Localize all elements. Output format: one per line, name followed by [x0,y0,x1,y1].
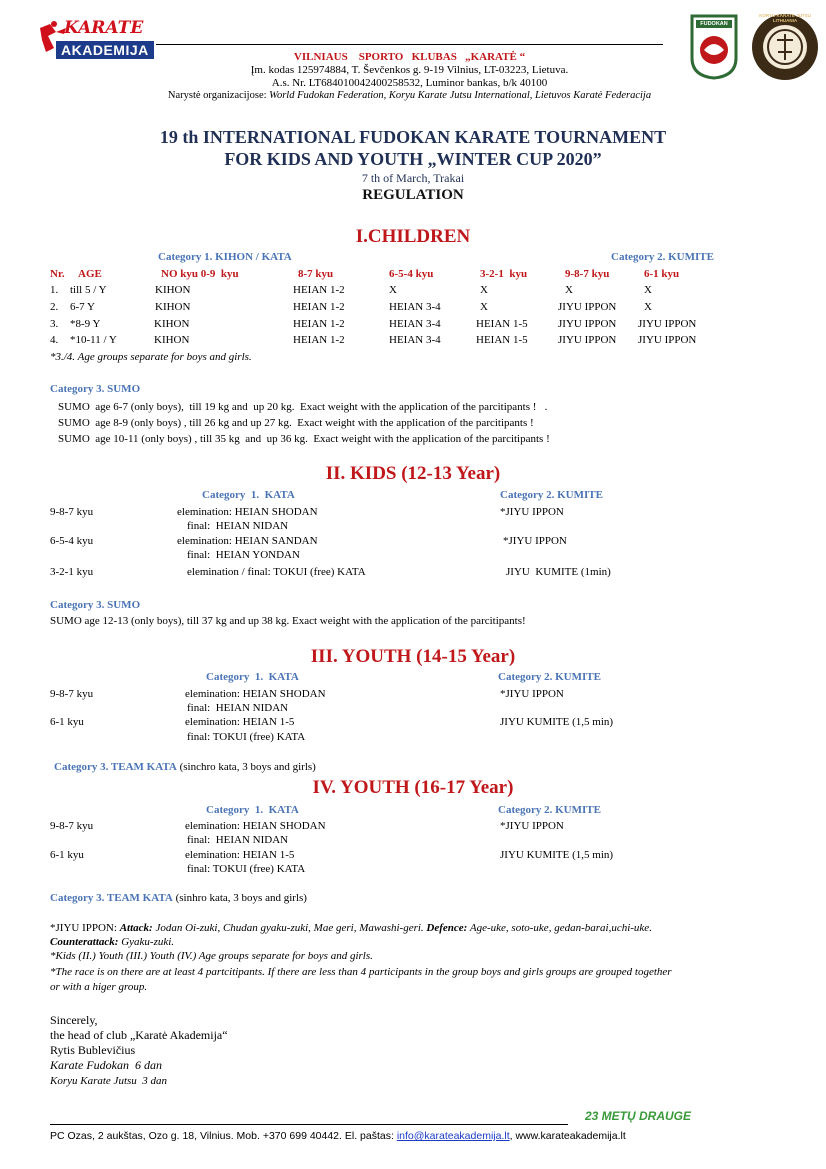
header-line3: A.s. Nr. LT684010042400258532, Luminor bankas, b/k 40100 [271,77,548,89]
footer-contact [50,1130,626,1142]
youth1-cat1: Category 1. KATA [206,671,299,683]
kids-heading: II. KIDS (12-13 Year) [325,463,501,484]
notes-jiyu [50,922,652,934]
row-nokyu: KIHON [154,318,190,330]
youth2-cat1: Category 1. KATA [206,804,299,816]
children-sumo-cat: Category 3. SUMO [50,383,141,395]
children-col-321: 3-2-1 kyu [480,268,528,280]
row-nr: 2. [50,301,59,313]
notes-counter [50,936,174,948]
youth1-row-kumite: *JIYU IPPON [500,688,564,700]
fudokan-badge-text: FUDOKAN [700,21,728,27]
jiyu-label: *JIYU IPPON: [50,922,120,934]
row-987: JIYU IPPON [558,301,617,313]
row-nokyu: KIHON [154,334,190,346]
defence-text: Age-uke, soto-uke, gedan-barai,uchi-uke. [467,922,652,934]
row-654: HEIAN 3-4 [389,301,441,313]
kids-row-kyu: 9-8-7 kyu [50,506,94,518]
children-col-87: 8-7 kyu [298,268,334,280]
header-rule [156,44,663,45]
kids-row-kyu: 6-5-4 kyu [50,535,94,547]
row-321: X [480,301,488,313]
signature-3: Rytis Bublevičius [50,1043,136,1057]
title-regulation: REGULATION [362,187,464,203]
youth2-team-cat: Category 3. TEAM KATA [50,892,173,904]
kids-row-kyu: 3-2-1 kyu [50,566,94,578]
children-sumo-1: SUMO age 6-7 (only boys), till 19 kg and up 20 kg. Exact weight with the application of the parcitipants ! . [58,401,548,413]
membership-label: Narystė organizacijose: [167,90,270,101]
youth2-row-kata2: final: HEIAN NIDAN [187,834,289,846]
youth2-team [50,892,307,904]
defence-label: Defence: [426,922,468,934]
row-age: *10-11 / Y [70,334,117,346]
row-87: HEIAN 1-2 [293,318,345,330]
youth1-row-kyu: 9-8-7 kyu [50,688,94,700]
counter-text: Gyaku-zuki. [118,936,175,948]
counter-label: Counterattack: [50,936,119,948]
children-sumo-2: SUMO age 8-9 (only boys) , till 26 kg and up 27 kg. Exact weight with the application of the parcitipants ! [58,417,534,429]
row-nr: 1. [50,284,59,296]
signature-4: Karate Fudokan 6 dan [50,1058,162,1072]
row-321: HEIAN 1-5 [476,334,528,346]
header-line2: Įm. kodas 125974884, T. Ševčenkos g. 9-19 Vilnius, LT-03223, Lietuva. [250,64,569,76]
children-cat1: Category 1. KIHON / KATA [158,251,292,263]
footer-address: PC Ozas, 2 aukštas, Ozo g. 18, Vilnius. Mob. +370 699 40442. El. paštas: [50,1130,397,1142]
row-654: HEIAN 3-4 [389,318,441,330]
children-col-nokyu: NO kyu 0-9 kyu [161,268,239,280]
kids-row-kata1: elemination: HEIAN SANDAN [177,535,318,547]
club-logo [34,18,152,62]
notes-race-1: *The race is on there are at least 4 partcitipants. If there are less than 4 participants in the group boys and girls groups are grouped together [50,966,672,978]
row-nr: 4. [50,334,59,346]
youth2-row-kyu: 6-1 kyu [50,849,84,861]
youth2-row-kyu: 9-8-7 kyu [50,820,94,832]
title-date: 7 th of March, Trakai [361,171,465,185]
row-654: HEIAN 3-4 [389,334,441,346]
youth2-row-kata1: elemination: HEIAN 1-5 [185,849,295,861]
fudokan-badge [690,14,738,80]
youth2-row-kumite: JIYU KUMITE (1,5 min) [500,849,614,861]
row-age: till 5 / Y [70,284,107,296]
youth1-row-kyu: 6-1 kyu [50,716,84,728]
youth1-row-kata1: elemination: HEIAN SHODAN [185,688,326,700]
row-987: JIYU IPPON [558,334,617,346]
row-age: 6-7 Y [70,301,95,313]
kids-sumo-cat: Category 3. SUMO [50,599,141,611]
children-note: *3./4. Age groups separate for boys and girls. [50,351,252,363]
attack-text: Jodan Oi-zuki, Chudan gyaku-zuki, Mae geri, Mawashi-geri. [152,922,427,934]
youth1-row-kumite: JIYU KUMITE (1,5 min) [500,716,614,728]
row-87: HEIAN 1-2 [293,301,345,313]
kids-sumo: SUMO age 12-13 (only boys), till 37 kg and up 38 kg. Exact weight with the application of the parcitipants! [50,615,526,627]
youth1-row-kata2: final: TOKUI (free) KATA [187,731,306,743]
row-987: X [565,284,573,296]
youth1-heading: III. YOUTH (14-15 Year) [310,646,516,667]
row-87: HEIAN 1-2 [293,284,345,296]
kids-row-kumite: *JIYU IPPON [500,506,564,518]
children-col-nr: Nr. [50,268,65,280]
row-61: X [644,301,652,313]
youth2-cat2: Category 2. KUMITE [498,804,601,816]
children-col-654: 6-5-4 kyu [389,268,434,280]
youth1-team-note: (sinchro kata, 3 boys and girls) [176,761,316,773]
youth2-heading: IV. YOUTH (16-17 Year) [312,777,514,798]
row-61: JIYU IPPON [638,318,697,330]
row-nokyu: KIHON [155,301,191,313]
notes-kids: *Kids (II.) Youth (III.) Youth (IV.) Age groups separate for boys and girls. [50,950,373,962]
youth2-row-kata2: final: TOKUI (free) KATA [187,863,306,875]
signature-5: Koryu Karate Jutsu 3 dan [50,1075,168,1087]
row-61: X [644,284,652,296]
footer-slogan: 23 METŲ DRAUGE [585,1109,692,1123]
row-87: HEIAN 1-2 [293,334,345,346]
kids-row-kata2: final: HEIAN YONDAN [187,549,300,561]
children-col-987: 9-8-7 kyu [565,268,610,280]
youth1-row-kata2: final: HEIAN NIDAN [187,702,289,714]
children-heading: I.CHILDREN [355,226,471,247]
children-sumo-3: SUMO age 10-11 (only boys) , till 35 kg and up 36 kg. Exact weight with the application of the parcitipants ! [58,433,550,445]
children-col-61: 6-1 kyu [644,268,680,280]
row-age: *8-9 Y [70,318,101,330]
koryu-badge [751,12,819,82]
membership-orgs: World Fudokan Federation, Koryu Karate Jutsu International, Lietuvos Karatė Federacija [269,90,652,101]
logo-line1: KARATE [64,18,144,38]
children-cat2: Category 2. KUMITE [611,251,714,263]
children-col-age: AGE [78,268,102,280]
row-987: JIYU IPPON [558,318,617,330]
row-321: HEIAN 1-5 [476,318,528,330]
header-line4 [156,90,663,101]
youth2-team-note: (sinhro kata, 3 boys and girls) [172,892,307,904]
kids-cat2: Category 2. KUMITE [500,489,603,501]
title-line2: FOR KIDS AND YOUTH „WINTER CUP 2020” [224,149,602,169]
row-nr: 3. [50,318,59,330]
kids-row-kata2: final: HEIAN NIDAN [187,520,289,532]
kids-row-kata1: elemination: HEIAN SHODAN [177,506,318,518]
youth2-row-kata1: elemination: HEIAN SHODAN [185,820,326,832]
youth2-row-kumite: *JIYU IPPON [500,820,564,832]
youth1-row-kata1: elemination: HEIAN 1-5 [185,716,295,728]
footer-site: , www.karateakademija.lt [509,1130,626,1142]
kids-row-kata1: elemination / final: TOKUI (free) KATA [187,566,366,578]
kids-row-kumite: JIYU KUMITE (1min) [506,566,611,578]
youth1-team [54,761,316,773]
footer-email-link[interactable]: info@karateakademija.lt [396,1130,510,1142]
signature-2: the head of club „Karatė Akademija“ [50,1028,228,1042]
kids-cat1: Category 1. KATA [202,489,295,501]
title-line1: 19 th INTERNATIONAL FUDOKAN KARATE TOURNAMENT [159,127,667,147]
header-club: VILNIAUS SPORTO KLUBAS „KARATĖ “ [293,51,526,63]
row-654: X [389,284,397,296]
attack-label: Attack: [119,922,153,934]
row-61: JIYU IPPON [638,334,697,346]
notes-race-2: or with a higer group. [50,981,148,993]
koryu-badge-text: KORYU KARATE JUTSU LITHUANIA [759,13,811,23]
footer-rule [50,1124,568,1125]
row-nokyu: KIHON [155,284,191,296]
row-321: X [480,284,488,296]
youth1-cat2: Category 2. KUMITE [498,671,601,683]
logo-line2: AKADEMIJA [56,41,154,59]
kids-row-kumite: *JIYU IPPON [503,535,567,547]
signature-1: Sincerely, [50,1013,98,1027]
youth1-team-cat: Category 3. TEAM KATA [54,761,177,773]
